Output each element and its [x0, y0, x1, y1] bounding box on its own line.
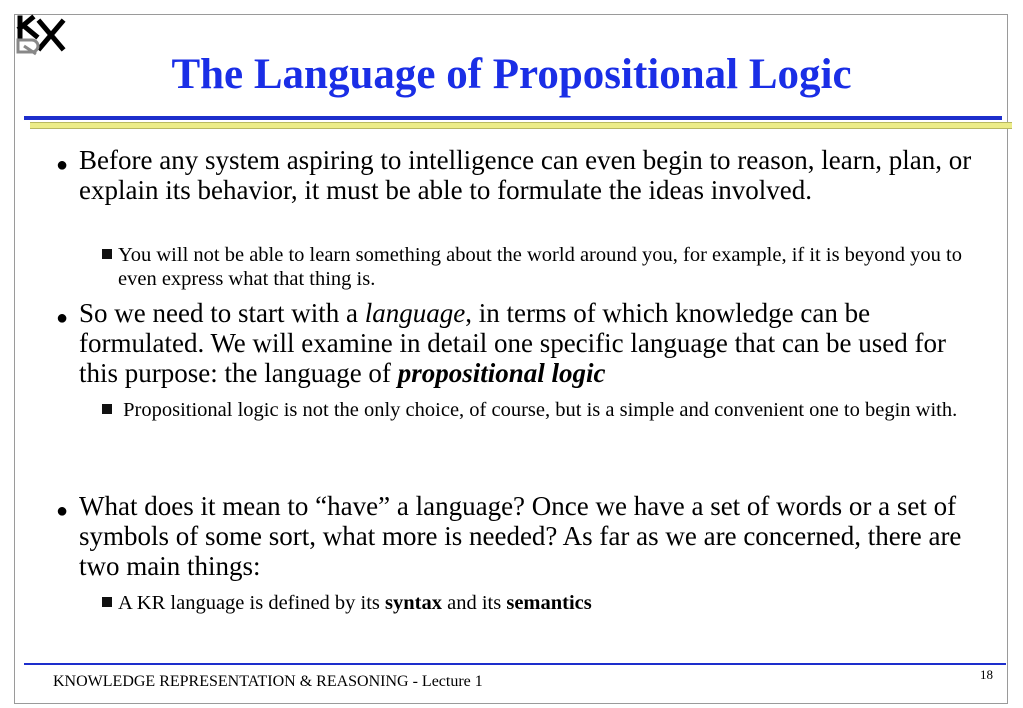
sub-bullet-3-text: A KR language is defined by its syntax and its semantics: [118, 592, 592, 614]
bullet-3-text: What does it mean to “have” a language? Once we have a set of words or a set of symbols of some sort, what more is needed? As far as we are concerned, there are two main things:: [79, 491, 962, 581]
sub-bullet-1-text: You will not be able to learn something about the world around you, for example, if it is beyond you to even express what that thing is.: [118, 244, 962, 290]
bullet-dot: ●: [56, 154, 69, 176]
bullet-dot: ●: [56, 500, 69, 522]
bullet-2-text: So we need to start with a language, in terms of which knowledge can be formulated. We will examine in detail one specific language that can be used for this purpose: the language of propositional logic: [79, 298, 947, 388]
term-language: language: [364, 298, 466, 328]
bullet-1-text: Before any system aspiring to intelligence can even begin to reason, learn, plan, or explain its behavior, it must be able to formulate the ideas involved.: [79, 145, 972, 205]
square-bullet-icon: [102, 404, 112, 414]
term-syntax: syntax: [385, 592, 442, 614]
page-number: 18: [980, 667, 993, 682]
term-propositional-logic: propositional logic: [397, 358, 606, 388]
title-rule-accent: [30, 122, 1012, 129]
square-bullet-icon: [102, 597, 112, 607]
bullet-dot: ●: [56, 307, 69, 329]
square-bullet-icon: [102, 249, 112, 259]
slide-title: The Language of Propositional Logic: [171, 51, 852, 98]
sub-bullet-2-text: Propositional logic is not the only choice, of course, but is a simple and convenient one to begin with.: [118, 399, 958, 421]
title-rule: [24, 116, 1002, 120]
footer-rule: [24, 663, 1006, 665]
footer-course: KNOWLEDGE REPRESENTATION & REASONING - Lecture 1: [53, 673, 483, 690]
term-semantics: semantics: [506, 592, 592, 614]
